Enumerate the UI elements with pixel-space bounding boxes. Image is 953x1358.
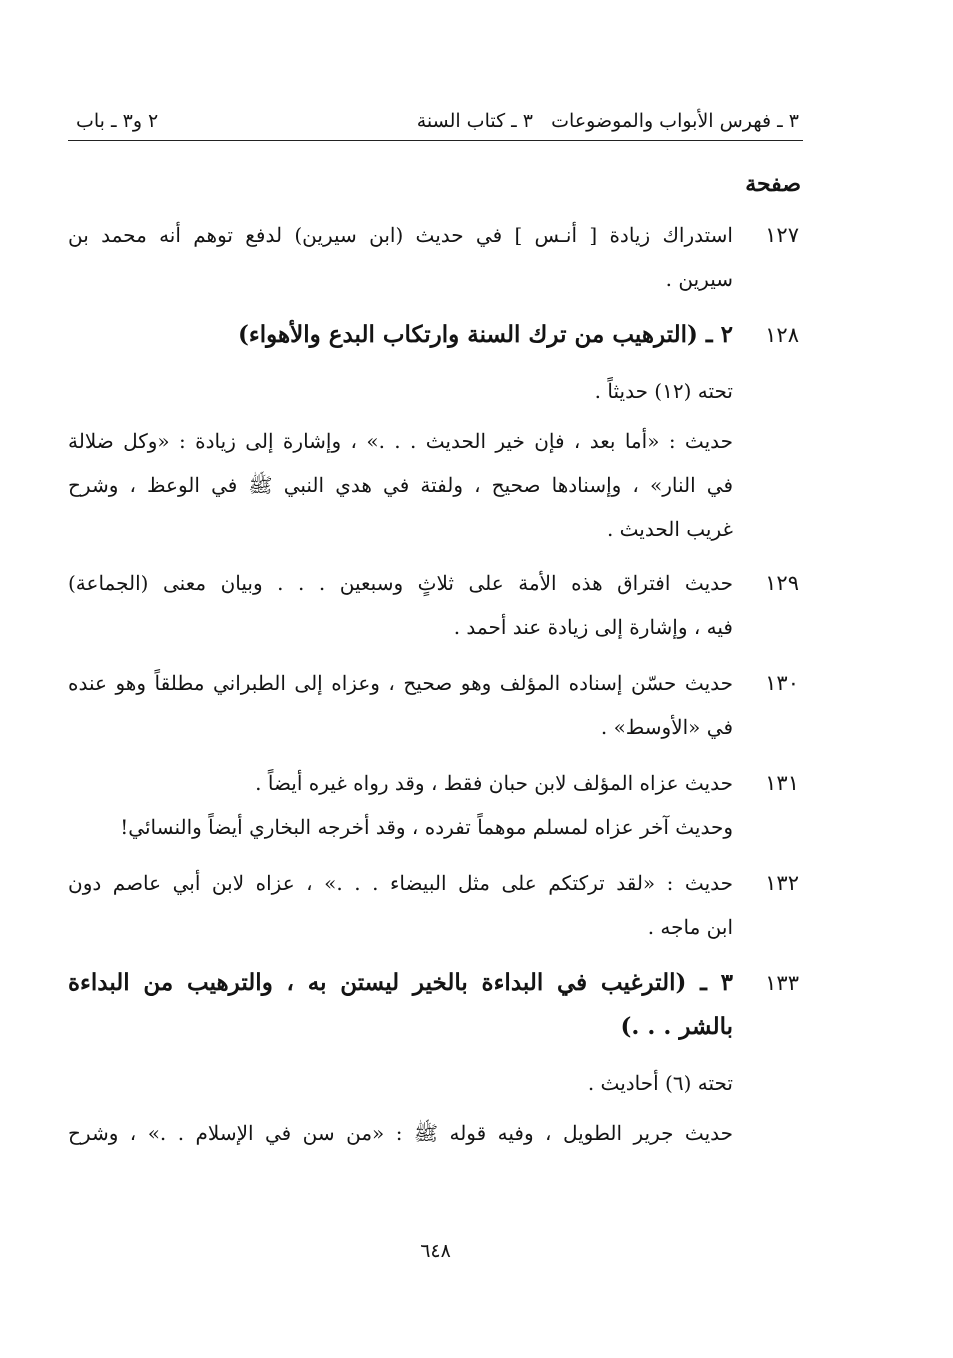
- entry-line: سيرين .: [665, 267, 733, 291]
- index-entry-132: [68, 861, 803, 949]
- entry-line: في «الأوسط» .: [600, 715, 733, 739]
- index-entry-133: [68, 961, 803, 1049]
- index-entry-128: [68, 313, 803, 357]
- section-note: [68, 419, 733, 551]
- note-line: في النار» ، وإسنادها صحيح ، ولفتة في هدي النبي ﷺ في الوعظ ، وشرح: [68, 473, 733, 497]
- note-line: غريب الحديث .: [606, 517, 733, 541]
- section-hadith-count: [68, 1061, 733, 1105]
- heading-line: بالشر . . .): [620, 1013, 733, 1040]
- section-note: [68, 1111, 733, 1155]
- entry-page-number: ١٣٢: [765, 871, 799, 895]
- header-book-title: ٣ ـ كتاب السنة: [416, 110, 533, 132]
- entry-page-number: ١٢٨: [765, 323, 799, 347]
- entry-page-number: ١٣٠: [765, 671, 799, 695]
- entry-text: [68, 861, 733, 949]
- note-line: حديث جرير الطويل ، وفيه قوله ﷺ : «من سن في الإسلام . .» ، وشرح: [68, 1121, 733, 1145]
- entry-text: [68, 661, 733, 749]
- entry-text: [68, 761, 733, 849]
- note-line: حديث : «أما بعد ، فإن خير الحديث . . .» ، وإشارة إلى زيادة : «وكل ضلالة: [68, 429, 733, 453]
- hadith-count-line: تحته (١٢) حديثاً .: [594, 379, 733, 403]
- header-section-range: ٢ و٣ ـ باب: [76, 110, 159, 132]
- header-chapter-title: ٣ ـ فهرس الأبواب والموضوعات: [551, 110, 799, 132]
- index-entry-129: [68, 561, 803, 649]
- section-hadith-count: [68, 369, 733, 413]
- heading-line: ٢ ـ (الترهيب من ترك السنة وارتكاب البدع والأهواء): [238, 321, 733, 348]
- section-heading: [68, 961, 733, 1049]
- entry-extra-line: وحديث آخر عزاه لمسلم موهماً تفرده ، وقد أخرجه البخاري أيضاً والنسائي!: [120, 815, 733, 839]
- entry-line: حديث عزاه المؤلف لابن حبان فقط ، وقد رواه غيره أيضاً .: [255, 771, 733, 795]
- entry-page-number: ١٢٩: [765, 571, 799, 595]
- entry-line: فيه ، وإشارة إلى زيادة عند أحمد .: [453, 615, 733, 639]
- book-page: [68, 100, 803, 1262]
- entry-page-number: ١٢٧: [765, 223, 799, 247]
- entry-line: حديث حسّن إسناده المؤلف وهو صحيح ، وعزاه إلى الطبراني مطلقاً وهو عنده: [68, 671, 733, 695]
- section-heading: [68, 313, 733, 357]
- entry-line: ابن ماجه .: [647, 915, 733, 939]
- index-entry-131: [68, 761, 803, 849]
- index-entry-130: [68, 661, 803, 749]
- entry-line: حديث افتراق هذه الأمة على ثلاثٍ وسبعين . . . وبيان معنى (الجماعة): [68, 571, 733, 595]
- hadith-count-line: تحته (٦) أحاديث .: [587, 1071, 733, 1095]
- entry-page-number: ١٣٣: [765, 971, 799, 995]
- page-column-label: صفحة: [745, 171, 801, 197]
- entry-text: [68, 213, 733, 301]
- index-entry-127: [68, 213, 803, 301]
- running-header: [68, 100, 803, 141]
- entry-line: حديث : «لقد تركتكم على مثل البيضاء . . .» ، عزاه لابن أبي عاصم دون: [68, 871, 733, 895]
- entry-text: [68, 561, 733, 649]
- entry-page-number: ١٣١: [765, 771, 799, 795]
- entry-line: استدراك زيادة [ أنـس ] في حديث (ابن سيرين) لدفع توهم أنه محمد بن: [68, 223, 733, 247]
- page-number: ٦٤٨: [420, 1240, 451, 1262]
- heading-line: ٣ ـ (الترغيب في البداءة بالخير ليستن به ، والترهيب من البداءة: [68, 969, 733, 996]
